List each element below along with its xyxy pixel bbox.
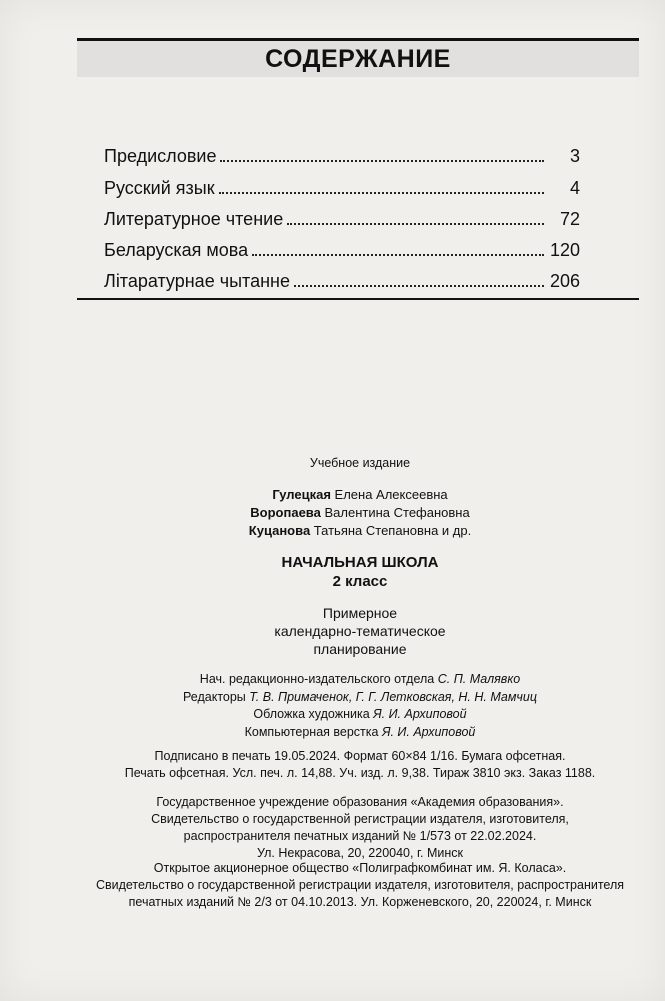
toc-leader xyxy=(219,192,544,194)
toc-entry[interactable] xyxy=(104,261,580,292)
credit-line xyxy=(70,724,650,742)
credit-line xyxy=(70,689,650,707)
toc-page: 120 xyxy=(549,240,580,261)
author-line xyxy=(70,504,650,522)
publisher-line: Ул. Некрасова, 20, 220040, г. Минск xyxy=(257,846,463,860)
toc-entry[interactable] xyxy=(104,167,580,198)
author-surname: Гулецкая xyxy=(272,487,331,502)
printer-line: Открытое акционерное общество «Полиграфкомбинат им. Я. Коласа». xyxy=(153,861,567,875)
subtitle-line: Примерное xyxy=(322,605,398,621)
toc-label: Литературное чтение xyxy=(104,208,284,229)
toc-label: Літаратурнае чытанне xyxy=(104,271,290,292)
toc-entry[interactable] xyxy=(104,136,580,167)
edition-type: Учебное издание xyxy=(309,456,411,470)
author-names: Елена Алексеевна xyxy=(334,487,448,502)
credit-role: Нач. редакционно-издательского отдела xyxy=(199,672,435,686)
toc-page: 206 xyxy=(549,271,580,292)
toc-entry[interactable] xyxy=(104,199,580,230)
publisher-line: Свидетельство о государственной регистрации издателя, изготовителя, xyxy=(151,812,569,826)
print-info-line: Печать офсетная. Усл. печ. л. 14,88. Уч. изд. л. 9,38. Тираж 3810 экз. Заказ 1188. xyxy=(124,766,596,780)
subtitle-line: планирование xyxy=(313,641,407,657)
credit-person: С. П. Малявко xyxy=(437,672,521,686)
toc-leader xyxy=(294,285,544,287)
credit-line xyxy=(70,706,650,724)
author-names: Татьяна Степановна и др. xyxy=(313,523,472,538)
publisher-block xyxy=(70,794,650,862)
author-line xyxy=(70,486,650,504)
toc-label: Русский язык xyxy=(104,177,215,198)
print-info-line: Подписано в печать 19.05.2024. Формат 60×84 1/16. Бумага офсетная. xyxy=(154,749,566,763)
credit-person: Я. И. Архиповой xyxy=(381,724,476,739)
credit-role: Компьютерная верстка xyxy=(244,724,379,739)
toc-page: 72 xyxy=(559,208,580,229)
credit-role: Обложка художника xyxy=(253,707,370,721)
toc-page: 3 xyxy=(569,146,580,167)
page-title: СОДЕРЖАНИЕ xyxy=(265,44,451,73)
grade: 2 класс xyxy=(332,573,388,590)
credit-person: Т. В. Примаченок, Г. Г. Летковская, Н. Н. Мамчиц xyxy=(249,689,537,704)
printer-line: печатных изданий № 2/3 от 04.10.2013. Ул. Корженевского, 20, 220024, г. Минск xyxy=(128,895,592,909)
toc-entry[interactable] xyxy=(104,230,580,261)
table-of-contents xyxy=(104,136,580,292)
print-info-block xyxy=(70,748,650,782)
credit-person: Я. И. Архиповой xyxy=(373,707,467,721)
publisher-line: Государственное учреждение образования «Академия образования». xyxy=(156,795,564,809)
toc-leader xyxy=(287,223,544,225)
edition-type-block xyxy=(70,455,650,472)
printer-line: Свидетельство о государственной регистрации издателя, изготовителя, распространителя xyxy=(95,878,625,892)
toc-leader xyxy=(252,254,544,256)
toc-page: 4 xyxy=(569,177,580,198)
author-line xyxy=(70,522,650,540)
series-block xyxy=(70,553,650,591)
credit-line xyxy=(70,671,650,689)
author-surname: Воропаева xyxy=(250,505,321,520)
title-bar xyxy=(77,38,639,77)
toc-label: Беларуская мова xyxy=(104,240,249,261)
authors-block xyxy=(70,486,650,540)
credit-role: Редакторы xyxy=(183,689,246,704)
author-names: Валентина Стефановна xyxy=(324,505,470,520)
publisher-line: распространителя печатных изданий № 1/573 от 22.02.2024. xyxy=(183,829,537,843)
printer-block xyxy=(70,860,650,911)
subtitle-block xyxy=(70,604,650,658)
divider-line xyxy=(77,298,639,300)
toc-leader xyxy=(220,160,544,162)
toc-label: Предисловие xyxy=(104,146,217,167)
credits-block xyxy=(70,671,650,741)
series-name: НАЧАЛЬНАЯ ШКОЛА xyxy=(281,554,439,571)
author-surname: Куцанова xyxy=(248,523,311,538)
subtitle-line: календарно-тематическое xyxy=(274,623,446,639)
